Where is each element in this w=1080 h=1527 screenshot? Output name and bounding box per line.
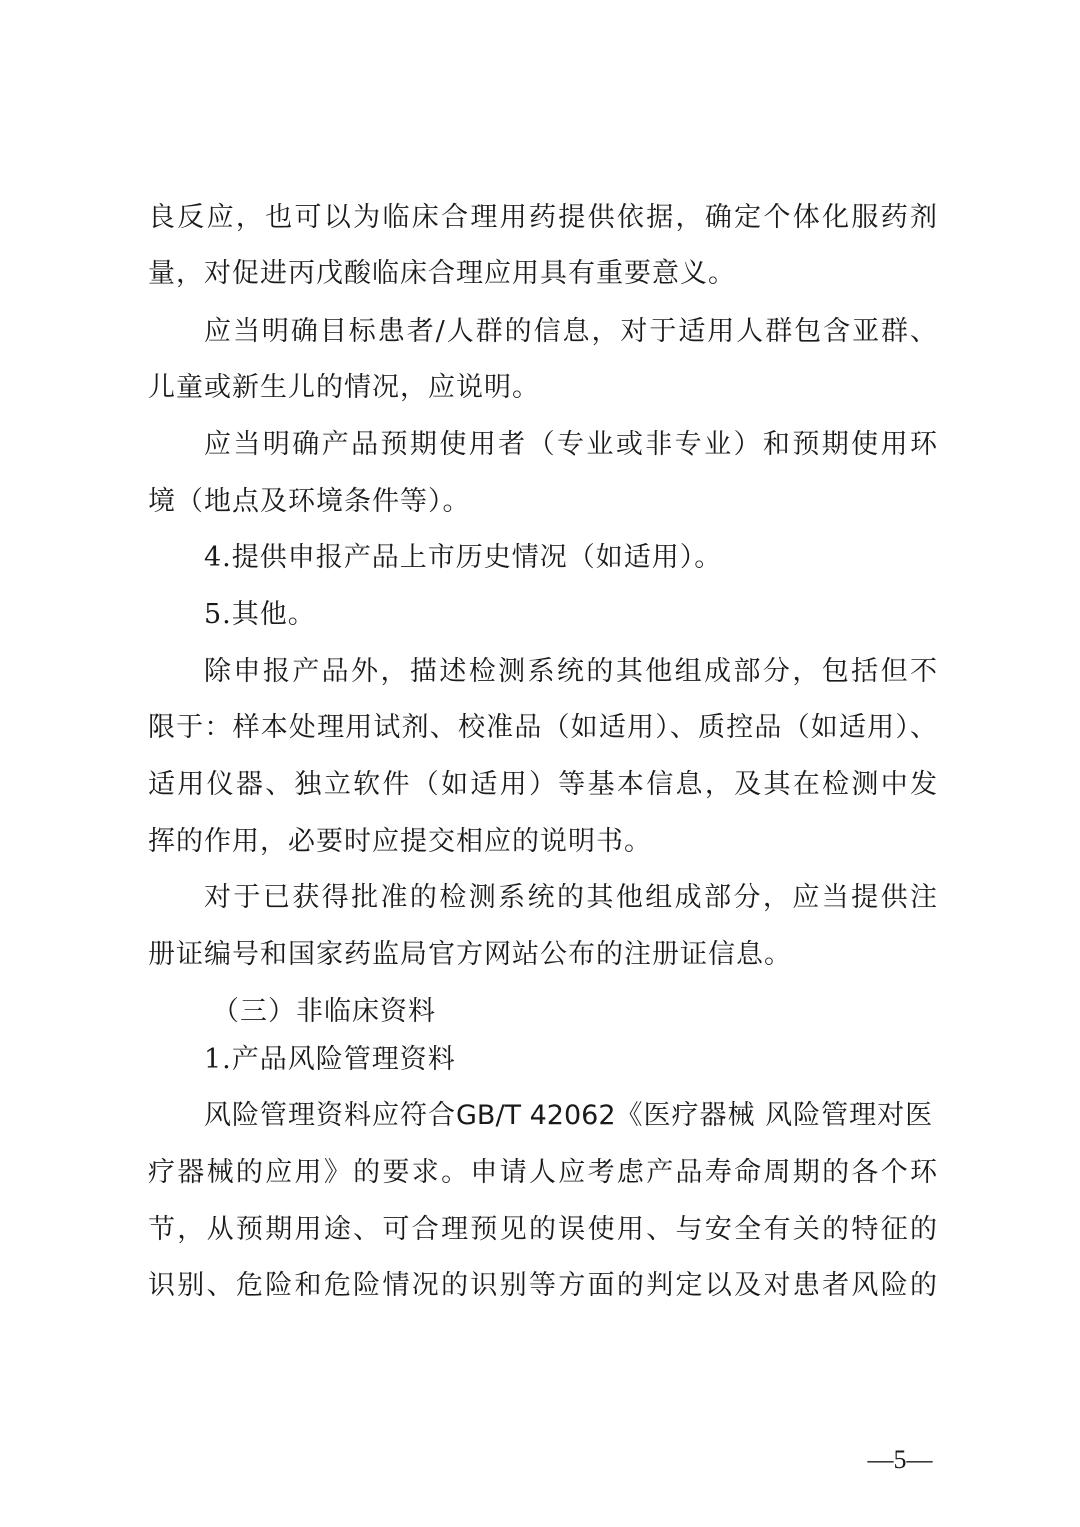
text-line: 册证编号和国家药监局官方网站公布的注册证信息。 xyxy=(148,939,792,970)
standard-code: GB/T 42062 xyxy=(456,1100,616,1131)
text-line: 节，从预期用途、可合理预见的误使用、与安全有关的特征的 xyxy=(148,1214,938,1245)
text-line: 量，对促进丙戊酸临床合理应用具有重要意义。 xyxy=(148,258,736,289)
text-line: 对于已获得批准的检测系统的其他组成部分，应当提供注 xyxy=(204,882,938,913)
text-line: 应当明确目标患者/人群的信息，对于适用人群包含亚群、 xyxy=(204,316,938,347)
subsection-heading: 1.产品风险管理资料 xyxy=(204,1044,456,1075)
text-line: 4.提供申报产品上市历史情况（如适用）。 xyxy=(204,542,723,573)
text-segment: 风险管理资料应符合 xyxy=(204,1100,456,1131)
text-line: 适用仪器、独立软件（如适用）等基本信息，及其在检测中发 xyxy=(148,769,938,800)
text-line: 挥的作用，必要时应提交相应的说明书。 xyxy=(148,826,652,857)
text-line: 限于：样本处理用试剂、校准品（如适用）、质控品（如适用）、 xyxy=(148,712,938,743)
text-line: 5.其他。 xyxy=(204,599,316,630)
section-heading: （三）非临床资料 xyxy=(212,996,436,1027)
text-line: 除申报产品外，描述检测系统的其他组成部分，包括但不 xyxy=(204,656,938,687)
text-line: 识别、危险和危险情况的识别等方面的判定以及对患者风险的 xyxy=(148,1270,938,1301)
text-line xyxy=(204,1096,938,1136)
text-segment: 《医疗器械 风险管理对医 xyxy=(615,1100,934,1131)
text-line: 境（地点及环境条件等）。 xyxy=(148,486,471,517)
page-number: —5— xyxy=(867,1445,933,1474)
text-line: 疗器械的应用》的要求。申请人应考虑产品寿命周期的各个环 xyxy=(148,1157,938,1188)
text-line: 应当明确产品预期使用者（专业或非专业）和预期使用环 xyxy=(204,429,938,460)
text-line: 儿童或新生儿的情况，应说明。 xyxy=(148,372,540,403)
text-line: 良反应，也可以为临床合理用药提供依据，确定个体化服药剂 xyxy=(148,202,938,233)
